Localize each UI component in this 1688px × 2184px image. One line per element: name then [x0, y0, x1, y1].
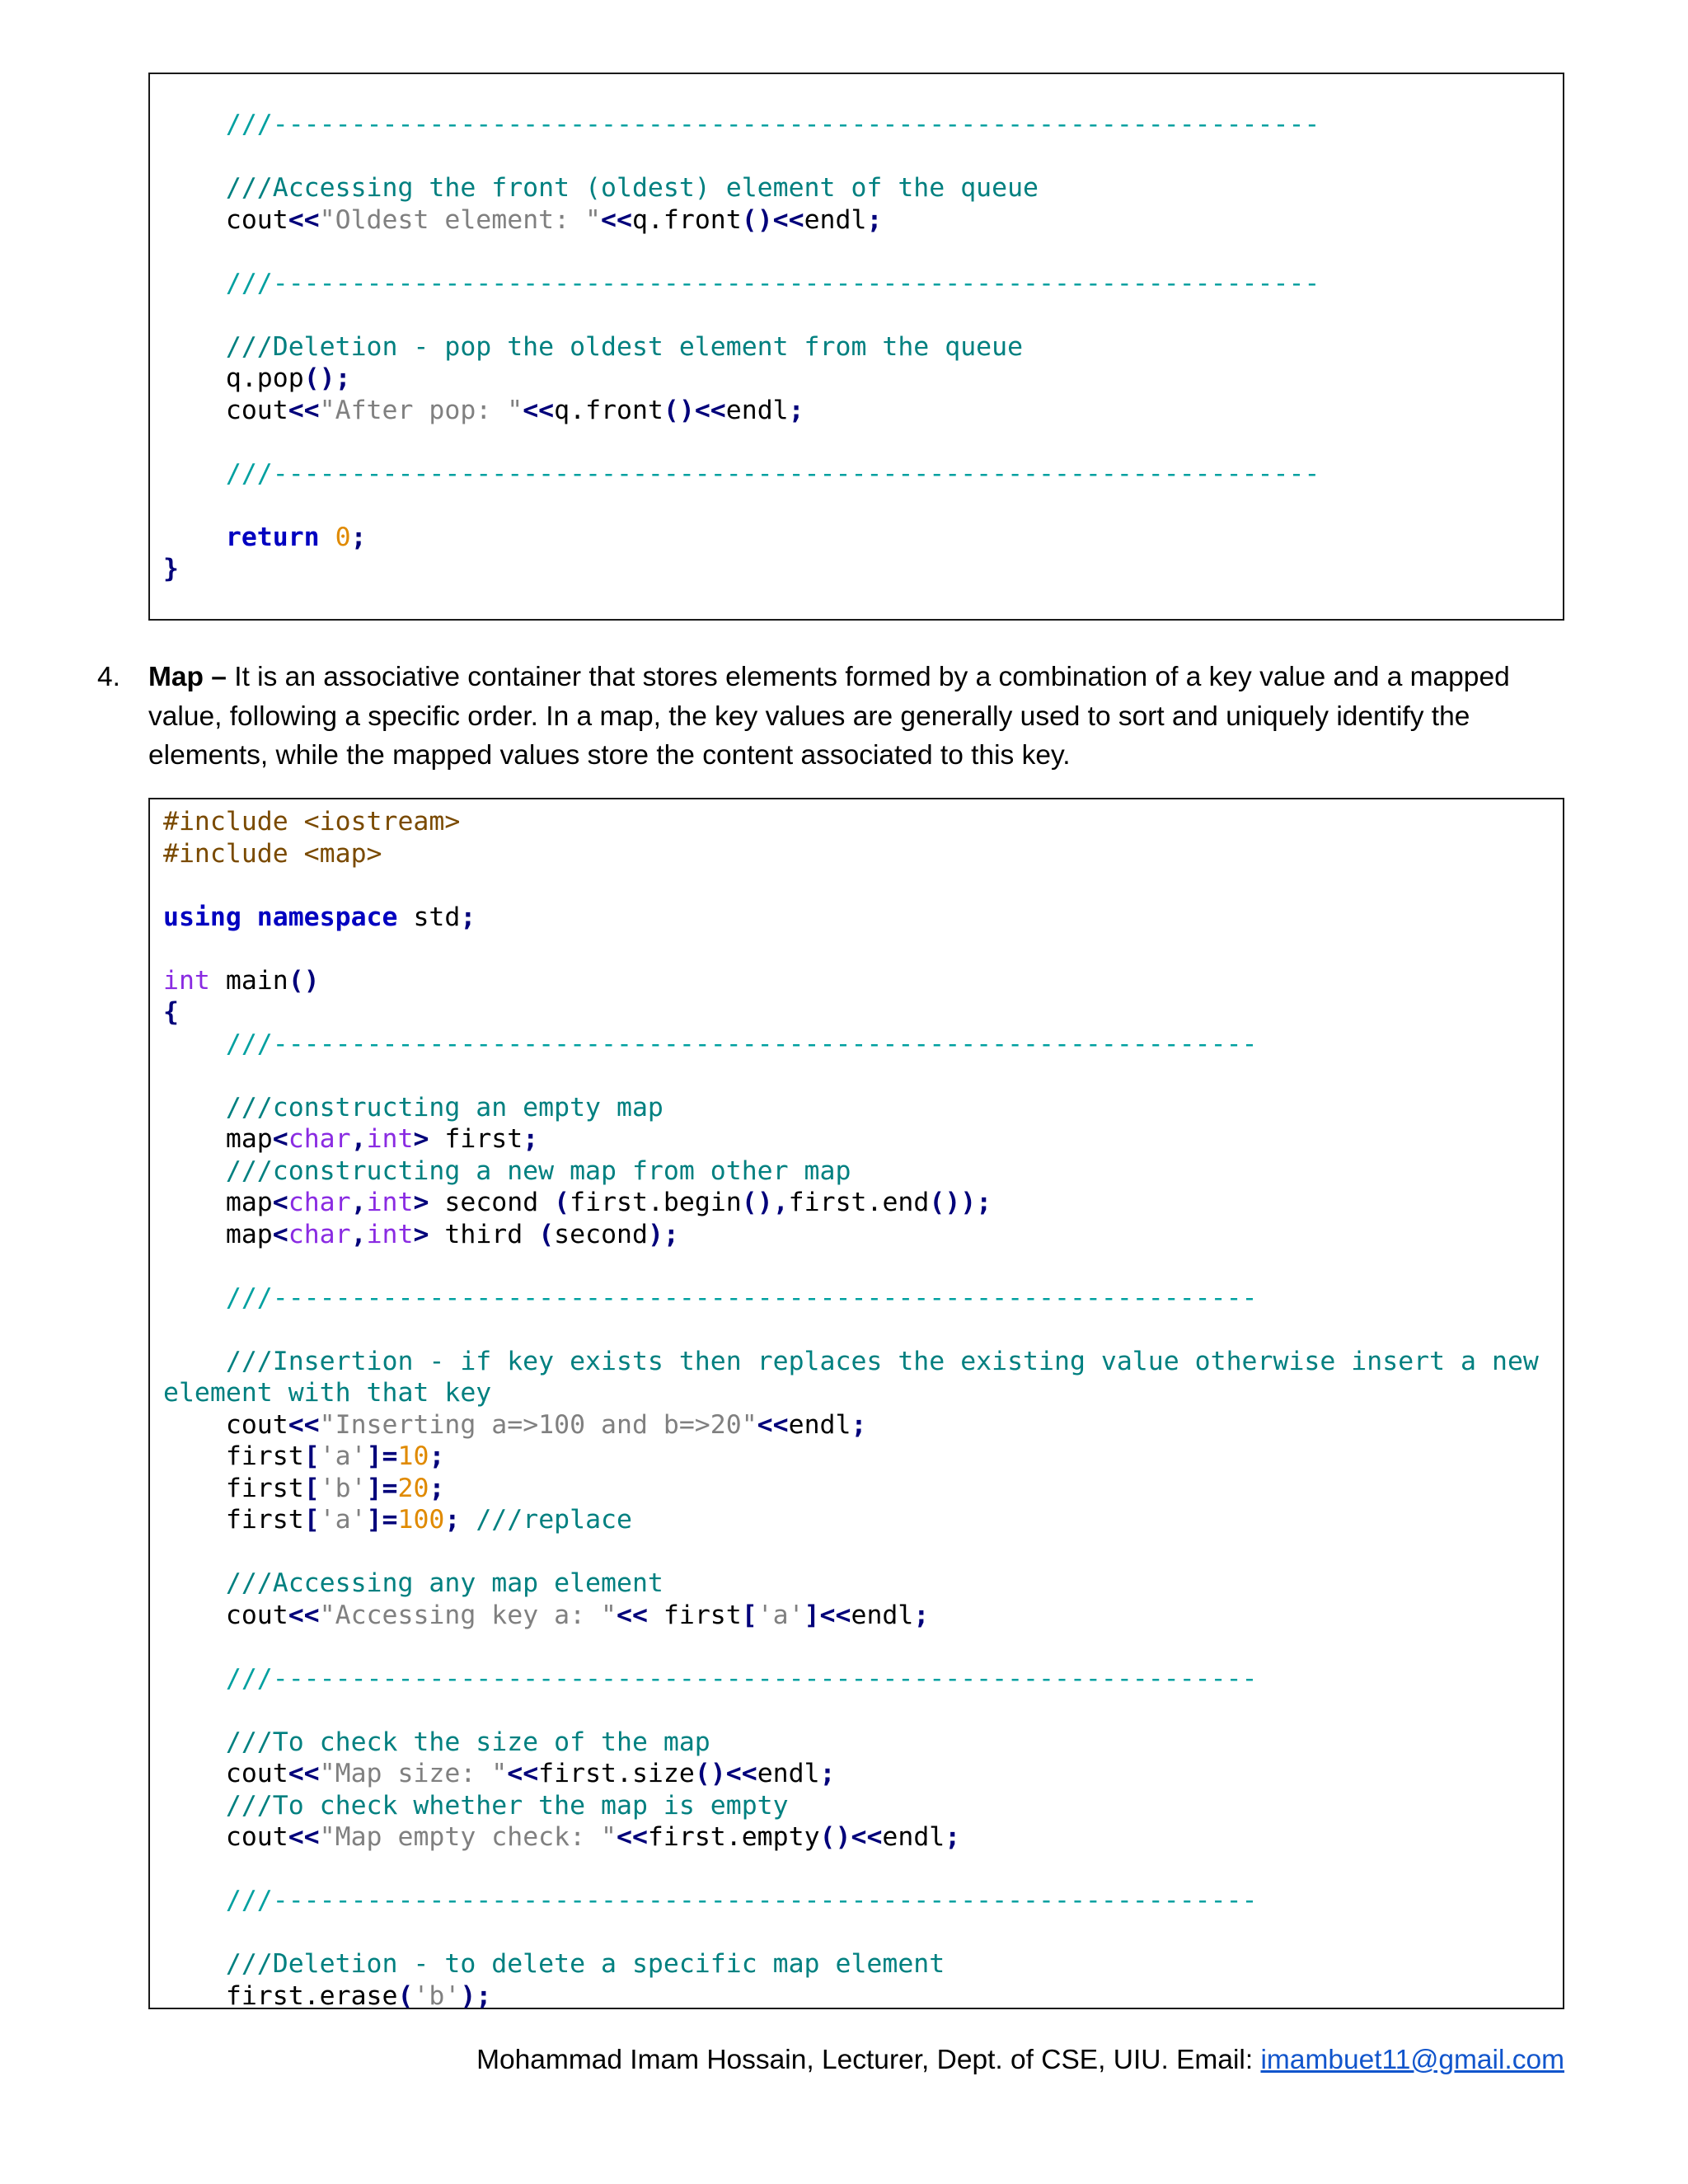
- code-token: <<: [616, 1822, 648, 1852]
- map-description-text: It is an associative container that stores elements formed by a combination of a key value and a mapped value, following a specific order. In a map, the key values are generally used to sort and uniquely identify the elements, while the mapped values store the content associated to this key.: [148, 662, 1510, 771]
- code-token: <<: [523, 395, 555, 425]
- code-token: ,: [350, 1188, 367, 1217]
- code-token: char: [288, 1188, 351, 1217]
- code-token: first: [163, 1441, 304, 1471]
- code-token: first.empty: [647, 1822, 820, 1852]
- code-token: );: [647, 1219, 679, 1249]
- code-token: ,: [350, 1219, 367, 1249]
- code-token: return: [163, 522, 335, 552]
- code-line: [163, 1123, 1539, 1155]
- code-line: [163, 1155, 1539, 1188]
- code-token: ;: [523, 1124, 539, 1154]
- code-token: first.begin: [570, 1188, 742, 1217]
- code-line: [163, 1377, 1539, 1409]
- code-line: [163, 109, 1320, 141]
- code-token: ;: [788, 395, 804, 425]
- term-map: Map –: [148, 662, 227, 692]
- code-token: endl: [788, 1409, 851, 1440]
- code-token: ///Deletion - pop the oldest element from the queue: [163, 331, 1024, 362]
- code-line: [163, 1314, 1539, 1346]
- code-token: <<: [507, 1759, 539, 1788]
- code-token: ///Accessing the front (oldest) element of the queue: [163, 173, 1039, 203]
- code-token: <<: [288, 204, 320, 235]
- code-line: [163, 1948, 1539, 1980]
- code-token: 100: [397, 1505, 445, 1535]
- code-token: ]<<: [804, 1600, 851, 1630]
- code-line: [163, 299, 1320, 331]
- code-token: ///-------------------------------------------------------------------: [163, 268, 1320, 298]
- code-token: (: [554, 1188, 570, 1217]
- code-token: q.pop: [163, 363, 304, 393]
- map-description: [148, 658, 1566, 776]
- code-token: ]=: [366, 1473, 398, 1503]
- code-token: first.end: [788, 1188, 930, 1217]
- code-token: q.front: [631, 204, 742, 235]
- code-token: second: [554, 1219, 648, 1249]
- code-token: ;: [350, 522, 367, 552]
- code-token: ;: [945, 1822, 961, 1852]
- code-token: ///-------------------------------------------------------------------: [163, 458, 1320, 489]
- code-line: [163, 268, 1320, 300]
- code-token: endl: [757, 1759, 820, 1788]
- code-token: ///---------------------------------------------------------------: [163, 1029, 1258, 1059]
- code-token: }: [163, 554, 179, 583]
- code-token: );: [460, 1980, 492, 2011]
- code-line: [163, 141, 1320, 173]
- code-token: endl: [804, 204, 867, 235]
- code-line: [163, 522, 1320, 554]
- code-line: [163, 1758, 1539, 1790]
- code-token: first: [163, 1473, 304, 1503]
- code-token: endl: [725, 395, 789, 425]
- code-token: <<: [288, 1759, 320, 1788]
- code-token: <: [272, 1124, 288, 1154]
- code-token: int: [366, 1124, 414, 1154]
- code-line: [163, 1854, 1539, 1886]
- code-token: ///constructing a new map from other map: [163, 1155, 851, 1186]
- code-token: [: [303, 1473, 320, 1503]
- code-line: [163, 1885, 1539, 1917]
- code-token: map: [163, 1124, 273, 1154]
- code-line: [163, 1441, 1539, 1473]
- code-token: "Oldest element: ": [319, 204, 602, 235]
- code-line: [163, 1980, 1539, 2013]
- code-token: (: [538, 1219, 555, 1249]
- code-token: char: [288, 1219, 351, 1249]
- code-token: <<: [288, 1600, 320, 1630]
- code-token: 10: [397, 1441, 429, 1471]
- code-line: [163, 553, 1320, 585]
- code-token: >: [413, 1219, 445, 1249]
- page-footer: [476, 2042, 1564, 2079]
- code-line: [163, 236, 1320, 268]
- code-token: ///---------------------------------------------------------------: [163, 1886, 1258, 1915]
- code-token: using namespace: [163, 902, 414, 932]
- code-token: ///Accessing any map element: [163, 1568, 663, 1598]
- code-token: <: [272, 1188, 288, 1217]
- code-token: ;: [444, 1505, 476, 1535]
- code-token: endl: [851, 1600, 914, 1630]
- code-listing-queue: [163, 109, 1320, 585]
- code-token: ()<<: [663, 395, 726, 425]
- code-line: [163, 458, 1320, 490]
- code-line: [163, 806, 1539, 838]
- code-line: [163, 869, 1539, 902]
- code-token: third: [444, 1219, 539, 1249]
- code-token: ///To check whether the map is empty: [163, 1790, 789, 1821]
- code-token: 'a': [319, 1505, 367, 1535]
- code-line: [163, 1917, 1539, 1949]
- code-token: ;: [866, 204, 883, 235]
- code-line: [163, 204, 1320, 237]
- code-token: [: [741, 1600, 757, 1630]
- code-line: [163, 172, 1320, 204]
- code-token: "Inserting a=>100 and b=>20": [319, 1409, 757, 1440]
- code-token: ();: [303, 363, 351, 393]
- code-token: 'a': [757, 1600, 804, 1630]
- code-line: [163, 1409, 1539, 1441]
- code-line: [163, 1727, 1539, 1759]
- code-token: first.erase: [163, 1980, 398, 2011]
- list-number: 4.: [97, 662, 120, 692]
- code-token: map: [163, 1188, 273, 1217]
- code-token: #include <iostream>: [163, 807, 461, 837]
- code-token: map: [163, 1219, 273, 1249]
- code-line: [163, 1250, 1539, 1282]
- code-token: ()<<: [819, 1822, 883, 1852]
- code-token: 'b': [413, 1980, 461, 2011]
- code-line: [163, 1473, 1539, 1505]
- code-token: ///replace: [476, 1505, 632, 1535]
- code-token: "Accessing key a: ": [319, 1600, 617, 1630]
- code-block-queue: [148, 73, 1564, 621]
- code-token: <<: [757, 1409, 789, 1440]
- code-line: [163, 996, 1539, 1029]
- code-line: [163, 1029, 1539, 1061]
- code-token: int: [366, 1219, 414, 1249]
- code-token: first: [163, 1505, 304, 1535]
- code-token: q.front: [554, 395, 663, 425]
- code-token: ;: [429, 1473, 445, 1503]
- code-token: 'b': [319, 1473, 367, 1503]
- code-token: first.size: [538, 1759, 695, 1788]
- code-token: ///Deletion - to delete a specific map element: [163, 1949, 945, 1979]
- code-token: ;: [429, 1441, 445, 1471]
- code-line: [163, 1060, 1539, 1092]
- code-line: [163, 1536, 1539, 1568]
- code-line: [163, 1219, 1539, 1251]
- code-token: cout: [163, 1409, 288, 1440]
- footer-author: Mohammad Imam Hossain, Lecturer, Dept. of CSE, UIU. Email:: [476, 2045, 1261, 2075]
- code-token: (),: [741, 1188, 789, 1217]
- code-line: [163, 838, 1539, 870]
- code-token: cout: [163, 1759, 288, 1788]
- code-token: 'a': [319, 1441, 367, 1471]
- code-token: ///-------------------------------------------------------------------: [163, 110, 1320, 139]
- code-token: second: [444, 1188, 555, 1217]
- code-line: [163, 965, 1539, 997]
- code-token: ;: [913, 1600, 930, 1630]
- code-line: [163, 395, 1320, 427]
- code-token: 0: [335, 522, 351, 552]
- code-token: ]=: [366, 1505, 398, 1535]
- code-token: (): [288, 965, 320, 996]
- code-line: [163, 1600, 1539, 1632]
- code-line: [163, 1346, 1539, 1378]
- code-token: 20: [397, 1473, 429, 1503]
- code-line: [163, 1790, 1539, 1822]
- code-token: [: [303, 1441, 320, 1471]
- code-token: cout: [163, 395, 288, 425]
- code-token: <<: [288, 1409, 320, 1440]
- code-token: ///---------------------------------------------------------------: [163, 1282, 1258, 1313]
- code-token: ;: [460, 902, 476, 932]
- code-token: ()<<: [741, 204, 804, 235]
- code-token: cout: [163, 1600, 288, 1630]
- code-line: [163, 933, 1539, 965]
- code-token: <<: [601, 204, 632, 235]
- code-line: [163, 1092, 1539, 1124]
- code-line: [163, 426, 1320, 458]
- code-line: [163, 1504, 1539, 1536]
- code-line: [163, 1694, 1539, 1727]
- code-token: {: [163, 997, 179, 1027]
- code-token: cout: [163, 1822, 288, 1852]
- code-token: element with that key: [163, 1378, 492, 1408]
- code-token: endl: [882, 1822, 945, 1852]
- code-token: >: [413, 1124, 445, 1154]
- code-token: ());: [929, 1188, 992, 1217]
- code-line: [163, 1187, 1539, 1219]
- code-line: [163, 331, 1320, 363]
- code-token: ;: [851, 1409, 867, 1440]
- code-token: int: [366, 1188, 414, 1217]
- code-token: ;: [819, 1759, 836, 1788]
- code-line: [163, 363, 1320, 395]
- code-token: ///constructing an empty map: [163, 1092, 663, 1122]
- code-token: ///---------------------------------------------------------------: [163, 1663, 1258, 1694]
- code-line: [163, 490, 1320, 522]
- code-token: first: [663, 1600, 742, 1630]
- code-token: ,: [350, 1124, 367, 1154]
- code-line: [163, 1663, 1539, 1695]
- code-line: [163, 1821, 1539, 1854]
- code-token: <<: [616, 1600, 663, 1630]
- code-token: "Map empty check: ": [319, 1822, 617, 1852]
- code-token: main: [225, 965, 288, 996]
- code-line: [163, 1282, 1539, 1315]
- code-token: ///To check the size of the map: [163, 1727, 710, 1757]
- code-token: >: [413, 1188, 445, 1217]
- code-listing-map: [163, 806, 1539, 2012]
- code-token: [: [303, 1505, 320, 1535]
- code-token: ()<<: [694, 1759, 757, 1788]
- code-token: #include <map>: [163, 838, 382, 869]
- code-token: char: [288, 1124, 351, 1154]
- code-token: <<: [288, 395, 320, 425]
- code-line: [163, 902, 1539, 934]
- code-token: first: [444, 1124, 523, 1154]
- code-token: (: [397, 1980, 414, 2011]
- code-line: [163, 1631, 1539, 1663]
- code-token: ]=: [366, 1441, 398, 1471]
- footer-email-link[interactable]: imambuet11@gmail.com: [1260, 2045, 1564, 2075]
- code-token: int: [163, 965, 226, 996]
- code-token: <: [272, 1219, 288, 1249]
- code-block-map: [148, 798, 1564, 2009]
- code-token: "Map size: ": [319, 1759, 508, 1788]
- code-token: ///Insertion - if key exists then replaces the existing value otherwise insert a new: [163, 1346, 1539, 1376]
- code-token: "After pop: ": [319, 395, 523, 425]
- code-token: std: [413, 902, 461, 932]
- code-line: [163, 1568, 1539, 1600]
- code-token: <<: [288, 1822, 320, 1852]
- code-token: cout: [163, 204, 288, 235]
